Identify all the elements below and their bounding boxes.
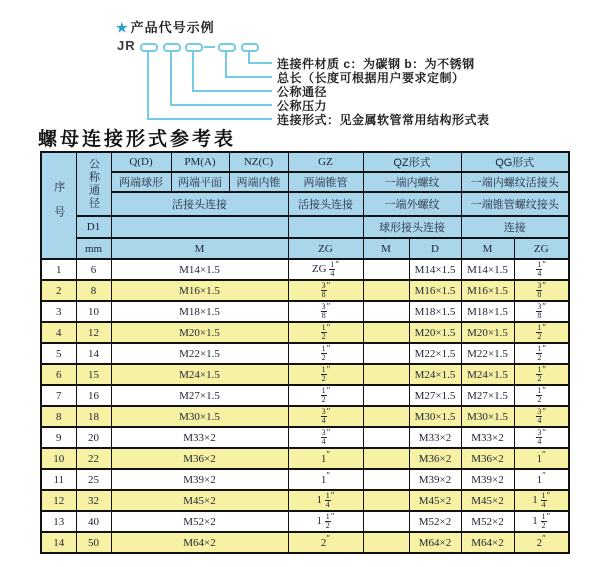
product-code-example-title bbox=[116, 17, 215, 36]
code-box-2 bbox=[163, 43, 181, 52]
m-qz-cell bbox=[363, 490, 409, 511]
diameter-mm-cell: 18 bbox=[76, 406, 111, 427]
d-qz-cell: M20×1.5 bbox=[409, 322, 461, 343]
header-zg-qg: ZG bbox=[514, 238, 569, 259]
serial-cell: 11 bbox=[41, 469, 76, 490]
product-code-example-label: 产品代号示例 bbox=[130, 20, 215, 35]
label-connector-material: 连接件材质 c：为碳钢 b：为不锈钢 bbox=[277, 57, 475, 71]
table-body bbox=[41, 259, 569, 553]
inch-mark: ″ bbox=[542, 259, 547, 270]
m-qz-cell bbox=[363, 280, 409, 301]
diameter-mm-cell: 8 bbox=[76, 280, 111, 301]
fraction: $\frac{1}{2}$ bbox=[321, 365, 326, 383]
serial-cell: 13 bbox=[41, 511, 76, 532]
m-qg-cell: M22×1.5 bbox=[461, 343, 514, 364]
m-qg-cell: M30×1.5 bbox=[461, 406, 514, 427]
zg-gz-cell: 1″ bbox=[288, 448, 363, 469]
zg-gz-cell: 2″ bbox=[288, 532, 363, 553]
header-union-connection: 活接头连接 bbox=[111, 192, 288, 216]
serial-cell: 3 bbox=[41, 301, 76, 322]
header-gz-desc: 两端锥管 bbox=[288, 172, 363, 192]
m-thread-cell: M30×1.5 bbox=[111, 406, 288, 427]
header-qz-desc1: 一端内螺纹 bbox=[363, 172, 461, 192]
serial-cell: 6 bbox=[41, 364, 76, 385]
zg-qg-cell bbox=[514, 385, 569, 406]
m-thread-cell: M24×1.5 bbox=[111, 364, 288, 385]
zg-qg-cell: 1″ bbox=[514, 448, 569, 469]
d-qz-cell: M30×1.5 bbox=[409, 406, 461, 427]
serial-cell: 9 bbox=[41, 427, 76, 448]
header-nominal-diameter: 公称通径 bbox=[76, 152, 111, 216]
inch-mark: ″ bbox=[326, 280, 331, 291]
label-nominal-diameter: 公称通径 bbox=[277, 85, 328, 99]
m-qz-cell bbox=[363, 385, 409, 406]
header-empty-gz bbox=[288, 216, 363, 238]
inch-mark: ″ bbox=[330, 490, 335, 501]
fraction: $\frac{1}{2}$ bbox=[321, 323, 326, 341]
fraction: $\frac{1}{4}$ bbox=[541, 491, 546, 509]
header-q: Q(D) bbox=[111, 152, 171, 172]
m-qz-cell bbox=[363, 259, 409, 280]
table-row bbox=[41, 322, 569, 343]
code-box-5 bbox=[241, 43, 259, 52]
label-total-length: 总长（长度可根据用户要求定制） bbox=[277, 71, 465, 85]
fraction: $\frac{3}{8}$ bbox=[321, 302, 326, 320]
m-qg-cell: M20×1.5 bbox=[461, 322, 514, 343]
zg-gz-cell bbox=[288, 343, 363, 364]
diameter-mm-cell: 14 bbox=[76, 343, 111, 364]
m-qz-cell bbox=[363, 448, 409, 469]
table-row bbox=[41, 406, 569, 427]
fraction: $\frac{1}{2}$ bbox=[537, 344, 542, 362]
serial-cell: 7 bbox=[41, 385, 76, 406]
zg-qg-cell bbox=[514, 259, 569, 280]
inch-mark: ″ bbox=[326, 427, 331, 438]
d-qz-cell: M45×2 bbox=[409, 490, 461, 511]
fraction: $\frac{1}{2}$ bbox=[321, 386, 326, 404]
diameter-mm-cell: 32 bbox=[76, 490, 111, 511]
d-qz-cell: M16×1.5 bbox=[409, 280, 461, 301]
code-box-1 bbox=[140, 43, 158, 52]
d-qz-cell: M64×2 bbox=[409, 532, 461, 553]
d-qz-cell: M18×1.5 bbox=[409, 301, 461, 322]
fraction: $\frac{3}{4}$ bbox=[537, 407, 542, 425]
serial-cell: 4 bbox=[41, 322, 76, 343]
product-code-prefix: JR bbox=[117, 38, 136, 53]
inch-mark: ″ bbox=[326, 448, 331, 459]
inch-mark: ″ bbox=[326, 343, 331, 354]
m-thread-cell: M39×2 bbox=[111, 469, 288, 490]
zg-qg-cell: 1 $\frac{1}{2}$ ″ bbox=[514, 511, 569, 532]
fraction: $\frac{1}{2}$ bbox=[537, 365, 542, 383]
m-qg-cell: M18×1.5 bbox=[461, 301, 514, 322]
serial-cell: 5 bbox=[41, 343, 76, 364]
zg-qg-cell: 2″ bbox=[514, 532, 569, 553]
d-qz-cell: M33×2 bbox=[409, 427, 461, 448]
zg-gz-cell bbox=[288, 322, 363, 343]
fraction: $\frac{1}{4}$ bbox=[330, 260, 335, 278]
d-qz-cell: M27×1.5 bbox=[409, 385, 461, 406]
zg-qg-cell bbox=[514, 343, 569, 364]
diameter-mm-cell: 25 bbox=[76, 469, 111, 490]
m-qz-cell bbox=[363, 469, 409, 490]
code-dash bbox=[204, 46, 215, 48]
serial-cell: 2 bbox=[41, 280, 76, 301]
table-row bbox=[41, 427, 569, 448]
m-qg-cell: M27×1.5 bbox=[461, 385, 514, 406]
fraction: $\frac{3}{8}$ bbox=[537, 302, 542, 320]
header-empty-left bbox=[111, 216, 288, 238]
inch-mark: ″ bbox=[326, 469, 331, 480]
fraction: $\frac{3}{8}$ bbox=[537, 281, 542, 299]
zg-gz-cell bbox=[288, 427, 363, 448]
table-row bbox=[41, 511, 569, 532]
connector-line-5 bbox=[248, 52, 272, 64]
m-thread-cell: M52×2 bbox=[111, 511, 288, 532]
inch-mark: ″ bbox=[542, 343, 547, 354]
diameter-mm-cell: 16 bbox=[76, 385, 111, 406]
header-qg-connection: 连接 bbox=[461, 216, 569, 238]
m-qz-cell bbox=[363, 427, 409, 448]
header-pm: PM(A) bbox=[171, 152, 229, 172]
zg-gz-cell bbox=[288, 406, 363, 427]
inch-mark: ″ bbox=[542, 532, 546, 543]
zg-gz-cell bbox=[288, 301, 363, 322]
table-row bbox=[41, 364, 569, 385]
d-qz-cell: M14×1.5 bbox=[409, 259, 461, 280]
zg-qg-cell bbox=[514, 322, 569, 343]
inch-mark: ″ bbox=[542, 469, 546, 480]
zg-qg-cell: 1 $\frac{1}{4}$ ″ bbox=[514, 490, 569, 511]
label-connection-form: 连接形式：见金属软管常用结构形式表 bbox=[277, 113, 490, 127]
zg-gz-cell: 1 $\frac{1}{2}$ ″ bbox=[288, 511, 363, 532]
inch-mark: ″ bbox=[330, 511, 335, 522]
header-qg-form: QG形式 bbox=[461, 152, 569, 172]
inch-mark: ″ bbox=[542, 301, 547, 312]
zg-gz-cell bbox=[288, 280, 363, 301]
zg-qg-cell bbox=[514, 280, 569, 301]
serial-cell: 8 bbox=[41, 406, 76, 427]
fraction: $\frac{1}{2}$ bbox=[537, 386, 542, 404]
m-qg-cell: M52×2 bbox=[461, 511, 514, 532]
header-nz-desc: 两端内锥 bbox=[229, 172, 288, 192]
inch-mark: ″ bbox=[335, 259, 340, 270]
m-qg-cell: M64×2 bbox=[461, 532, 514, 553]
table-row bbox=[41, 532, 569, 553]
fraction: $\frac{1}{2}$ bbox=[325, 512, 330, 530]
m-thread-cell: M14×1.5 bbox=[111, 259, 288, 280]
table-row bbox=[41, 448, 569, 469]
m-thread-cell: M18×1.5 bbox=[111, 301, 288, 322]
m-qz-cell bbox=[363, 322, 409, 343]
inch-mark: ″ bbox=[326, 385, 331, 396]
m-thread-cell: M64×2 bbox=[111, 532, 288, 553]
m-qg-cell: M24×1.5 bbox=[461, 364, 514, 385]
fraction: $\frac{1}{2}$ bbox=[321, 344, 326, 362]
m-thread-cell: M33×2 bbox=[111, 427, 288, 448]
header-zg-gz: ZG bbox=[288, 238, 363, 259]
inch-mark: ″ bbox=[542, 322, 547, 333]
table-row bbox=[41, 490, 569, 511]
diameter-mm-cell: 50 bbox=[76, 532, 111, 553]
zg-gz-cell bbox=[288, 385, 363, 406]
inch-mark: ″ bbox=[542, 427, 547, 438]
serial-cell: 1 bbox=[41, 259, 76, 280]
d-qz-cell: M39×2 bbox=[409, 469, 461, 490]
inch-mark: ″ bbox=[542, 364, 547, 375]
header-qg-desc2: 一端锥管螺纹接头 bbox=[461, 192, 569, 216]
header-m-left: M bbox=[111, 238, 288, 259]
fraction: $\frac{1}{2}$ bbox=[541, 512, 546, 530]
code-box-3 bbox=[185, 43, 203, 52]
serial-cell: 14 bbox=[41, 532, 76, 553]
d-qz-cell: M52×2 bbox=[409, 511, 461, 532]
fraction: $\frac{1}{4}$ bbox=[537, 260, 542, 278]
m-qg-cell: M45×2 bbox=[461, 490, 514, 511]
diameter-mm-cell: 10 bbox=[76, 301, 111, 322]
header-gz: GZ bbox=[288, 152, 363, 172]
inch-mark: ″ bbox=[542, 406, 547, 417]
m-thread-cell: M45×2 bbox=[111, 490, 288, 511]
diameter-mm-cell: 22 bbox=[76, 448, 111, 469]
header-qz-connection: 球形接头连接 bbox=[363, 216, 461, 238]
header-m-qz: M bbox=[363, 238, 409, 259]
d-qz-cell: M22×1.5 bbox=[409, 343, 461, 364]
table-row bbox=[41, 469, 569, 490]
inch-mark: ″ bbox=[326, 322, 331, 333]
table-row bbox=[41, 280, 569, 301]
diameter-mm-cell: 20 bbox=[76, 427, 111, 448]
m-qg-cell: M16×1.5 bbox=[461, 280, 514, 301]
m-qz-cell bbox=[363, 406, 409, 427]
zg-gz-cell: 1″ bbox=[288, 469, 363, 490]
m-qg-cell: M33×2 bbox=[461, 427, 514, 448]
serial-cell: 10 bbox=[41, 448, 76, 469]
inch-mark: ″ bbox=[326, 532, 331, 543]
inch-mark: ″ bbox=[326, 364, 331, 375]
inch-mark: ″ bbox=[546, 511, 551, 522]
m-thread-cell: M36×2 bbox=[111, 448, 288, 469]
inch-mark: ″ bbox=[326, 406, 331, 417]
diameter-mm-cell: 6 bbox=[76, 259, 111, 280]
inch-mark: ″ bbox=[326, 301, 331, 312]
m-qg-cell: M39×2 bbox=[461, 469, 514, 490]
inch-mark: ″ bbox=[546, 490, 551, 501]
m-qz-cell bbox=[363, 532, 409, 553]
zg-gz-cell bbox=[288, 364, 363, 385]
zg-qg-cell bbox=[514, 364, 569, 385]
header-nz: NZ(C) bbox=[229, 152, 288, 172]
header-qz-form: QZ形式 bbox=[363, 152, 461, 172]
header-qz-desc2: 一端外螺纹 bbox=[363, 192, 461, 216]
fraction: $\frac{3}{4}$ bbox=[537, 428, 542, 446]
m-thread-cell: M22×1.5 bbox=[111, 343, 288, 364]
diameter-mm-cell: 40 bbox=[76, 511, 111, 532]
m-qz-cell bbox=[363, 364, 409, 385]
zg-qg-cell bbox=[514, 427, 569, 448]
zg-qg-cell: 1″ bbox=[514, 469, 569, 490]
d-qz-cell: M24×1.5 bbox=[409, 364, 461, 385]
fraction: $\frac{3}{4}$ bbox=[321, 407, 326, 425]
table-row bbox=[41, 385, 569, 406]
header-gz-union-connection: 活接头连接 bbox=[288, 192, 363, 216]
header-d1: D1 bbox=[76, 216, 111, 238]
m-qg-cell: M14×1.5 bbox=[461, 259, 514, 280]
fraction: $\frac{1}{4}$ bbox=[325, 491, 330, 509]
label-nominal-pressure: 公称压力 bbox=[277, 99, 328, 113]
inch-mark: ″ bbox=[542, 385, 547, 396]
header-qg-desc1: 一端内螺纹活接头 bbox=[461, 172, 569, 192]
fraction: $\frac{3}{8}$ bbox=[321, 281, 326, 299]
serial-cell: 12 bbox=[41, 490, 76, 511]
star-icon: ★ bbox=[116, 20, 129, 35]
m-qz-cell bbox=[363, 343, 409, 364]
fraction: $\frac{1}{2}$ bbox=[537, 323, 542, 341]
inch-mark: ″ bbox=[542, 448, 546, 459]
zg-gz-cell: ZG $\frac{1}{4}$ ″ bbox=[288, 259, 363, 280]
diameter-mm-cell: 15 bbox=[76, 364, 111, 385]
table-row bbox=[41, 259, 569, 280]
table-row bbox=[41, 343, 569, 364]
m-qz-cell bbox=[363, 301, 409, 322]
m-thread-cell: M27×1.5 bbox=[111, 385, 288, 406]
zg-qg-cell bbox=[514, 301, 569, 322]
header-serial: 序号 bbox=[41, 152, 76, 259]
table-row bbox=[41, 301, 569, 322]
header-mm: mm bbox=[76, 238, 111, 259]
d-qz-cell: M36×2 bbox=[409, 448, 461, 469]
fraction: $\frac{3}{4}$ bbox=[321, 428, 326, 446]
m-thread-cell: M16×1.5 bbox=[111, 280, 288, 301]
diameter-mm-cell: 12 bbox=[76, 322, 111, 343]
nut-connection-reference-table bbox=[40, 151, 570, 554]
table-title: 螺母连接形式参考表 bbox=[38, 129, 237, 150]
m-thread-cell: M20×1.5 bbox=[111, 322, 288, 343]
header-m-qg: M bbox=[461, 238, 514, 259]
zg-gz-cell: 1 $\frac{1}{4}$ ″ bbox=[288, 490, 363, 511]
header-q-desc: 两端球形 bbox=[111, 172, 171, 192]
header-pm-desc: 两端平面 bbox=[171, 172, 229, 192]
inch-mark: ″ bbox=[542, 280, 547, 291]
m-qz-cell bbox=[363, 511, 409, 532]
header-d-qz: D bbox=[409, 238, 461, 259]
zg-qg-cell bbox=[514, 406, 569, 427]
code-box-4 bbox=[218, 43, 236, 52]
m-qg-cell: M36×2 bbox=[461, 448, 514, 469]
